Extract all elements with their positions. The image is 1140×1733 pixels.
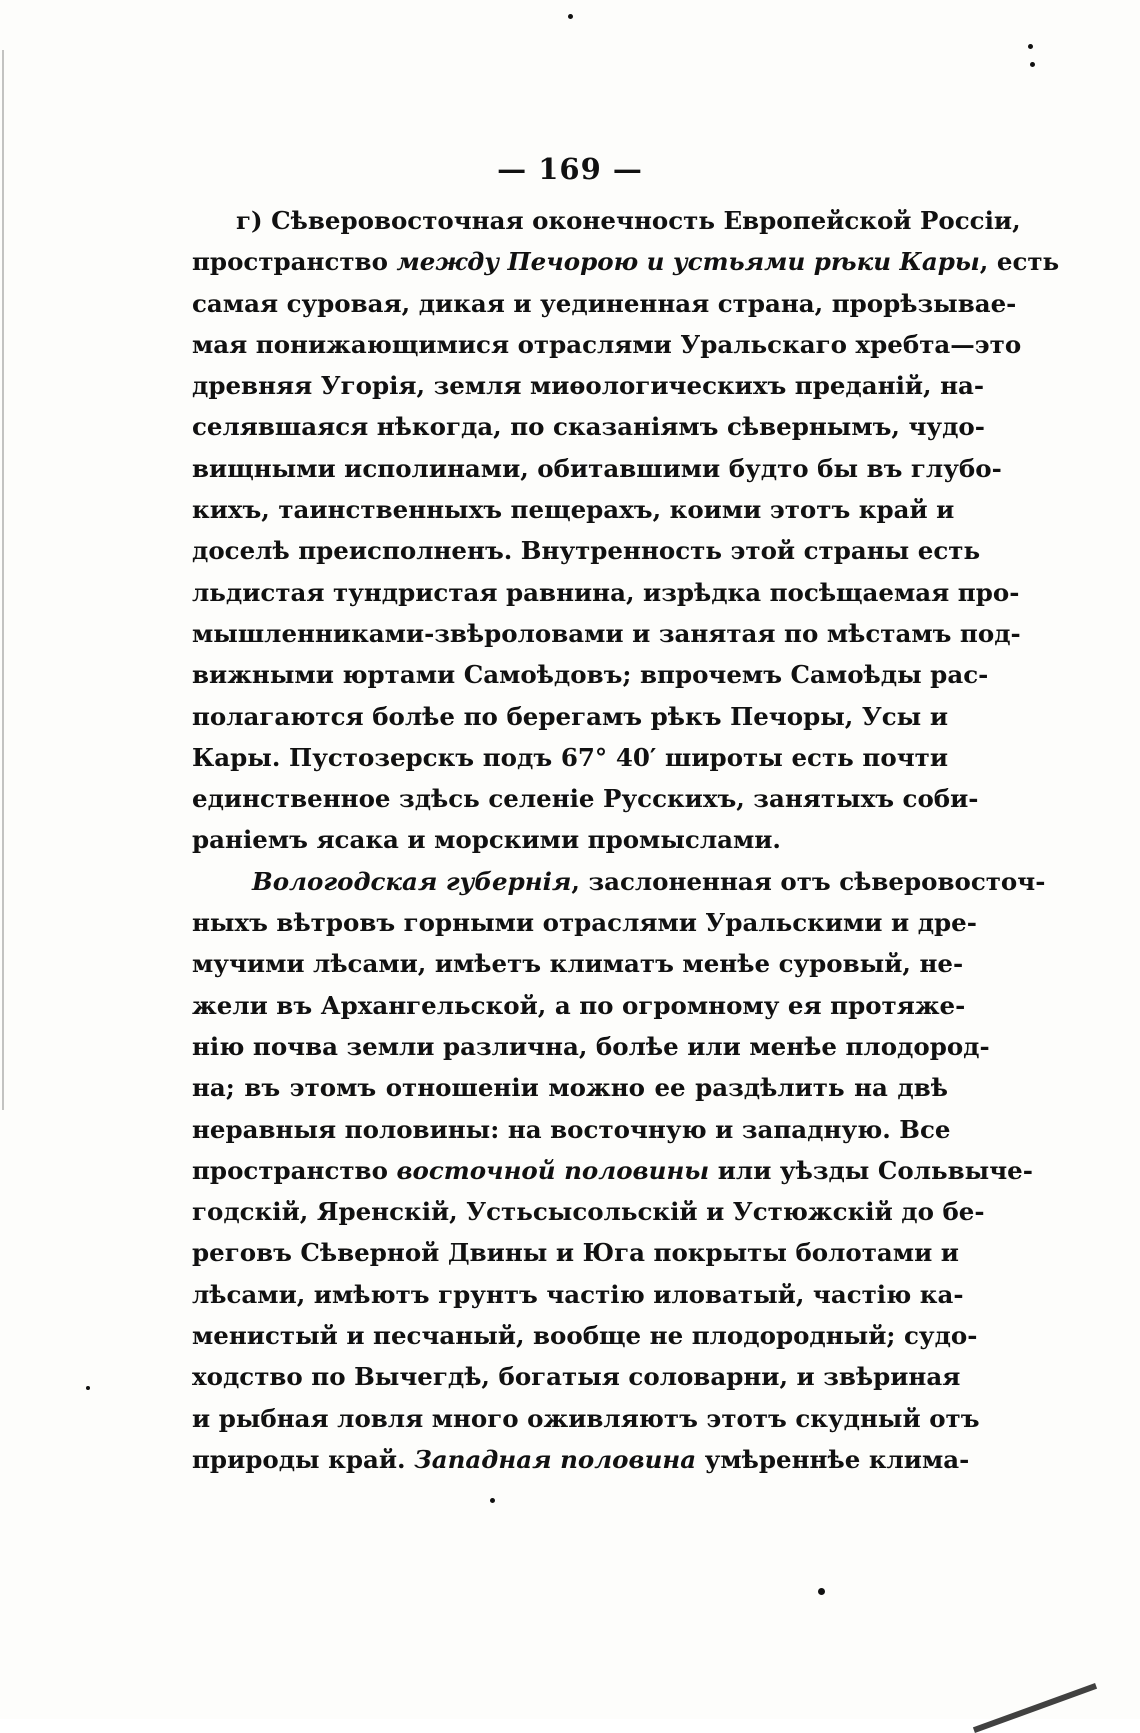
text-line: реговъ Сѣверной Двины и Юга покрыты болотами и bbox=[192, 1238, 959, 1268]
italic-phrase: Вологодская губернія bbox=[252, 866, 572, 896]
text-line: единственное здѣсь селеніе Русскихъ, занятыхъ соби- bbox=[192, 784, 979, 814]
text-line: полагаются болѣе по берегамъ рѣкъ Печоры, Усы и bbox=[192, 701, 948, 731]
text-line: мая понижающимися отраслями Уральскаго хребта—это bbox=[192, 329, 1022, 359]
text-line: доселѣ преисполненъ. Внутренность этой страны есть bbox=[192, 536, 981, 566]
scan-speck bbox=[818, 1588, 825, 1595]
text-line: вищными исполинами, обитавшими будто бы въ глубо- bbox=[192, 453, 1002, 483]
text-line: мышленниками-звѣроловами и занятая по мѣстамъ под- bbox=[192, 618, 1021, 648]
text-line: Вологодская губернія, заслоненная отъ сѣверовосточ- bbox=[252, 866, 1046, 896]
text-line: самая суровая, дикая и уединенная страна, прорѣзывае- bbox=[192, 288, 1017, 318]
text-line: пространство восточной половины или уѣзды Сольвыче- bbox=[192, 1155, 1033, 1185]
paragraph bbox=[192, 861, 1046, 1480]
text-line: селявшаяся нѣкогда, по сказаніямъ сѣвернымъ, чудо- bbox=[192, 412, 985, 442]
page-edge-shadow bbox=[2, 50, 4, 1110]
text-line: менистый и песчаный, вообще не плодородный; судо- bbox=[192, 1321, 978, 1351]
text-line: ходство по Вычегдѣ, богатыя соловарни, и звѣриная bbox=[192, 1362, 961, 1392]
text-line: г) Сѣверовосточная оконечность Европейской Россіи, bbox=[236, 206, 1021, 235]
italic-phrase: восточной половины bbox=[396, 1155, 710, 1185]
text-line: древняя Угорія, земля миѳологическихъ преданій, на- bbox=[192, 371, 985, 401]
italic-phrase: между Печорою и устьями рѣки Кары bbox=[396, 247, 980, 277]
text-line: жели въ Архангельской, а по огромному ея протяже- bbox=[192, 990, 966, 1020]
text-line: кихъ, таинственныхъ пещерахъ, коими этотъ край и bbox=[192, 495, 955, 525]
text-line: раніемъ ясака и морскими промыслами. bbox=[192, 825, 781, 855]
text-line: мучими лѣсами, имѣетъ климатъ менѣе суровый, не- bbox=[192, 949, 964, 979]
text-line: льдистая тундристая равнина, изрѣдка посѣщаемая про- bbox=[192, 577, 1020, 607]
scan-speck bbox=[490, 1498, 495, 1503]
scan-speck bbox=[1028, 44, 1033, 49]
text-line: на; въ этомъ отношеніи можно ее раздѣлить на двѣ bbox=[192, 1073, 948, 1103]
page-number: — 169 — bbox=[497, 152, 643, 186]
scan-speck bbox=[86, 1386, 90, 1390]
scan-speck bbox=[1030, 62, 1035, 67]
scan-speck bbox=[568, 14, 573, 19]
text-line: годскій, Яренскій, Устьсысольскій и Устюжскій до бе- bbox=[192, 1197, 985, 1227]
text-line: неравныя половины: на восточную и западную. Все bbox=[192, 1114, 951, 1144]
text-line: Кары. Пустозерскъ подъ 67° 40′ широты есть почти bbox=[192, 742, 948, 772]
text-line: природы край. Западная половина умѣреннѣе клима- bbox=[192, 1444, 970, 1474]
body-text bbox=[192, 200, 1060, 1480]
text-line: пространство между Печорою и устьями рѣки Кары, есть bbox=[192, 247, 1060, 277]
text-line: нію почва земли различна, болѣе или менѣе плодород- bbox=[192, 1031, 990, 1061]
paragraph bbox=[192, 200, 1060, 861]
text-line: вижными юртами Самоѣдовъ; впрочемъ Самоѣды рас- bbox=[192, 660, 989, 690]
text-line: лѣсами, имѣютъ грунтъ частію иловатый, частію ка- bbox=[192, 1279, 964, 1309]
scan-edge-mark bbox=[973, 1683, 1097, 1733]
italic-phrase: Западная половина bbox=[414, 1444, 697, 1474]
text-line: и рыбная ловля много оживляютъ этотъ скудный отъ bbox=[192, 1403, 980, 1433]
text-line: ныхъ вѣтровъ горными отраслями Уральскими и дре- bbox=[192, 908, 977, 938]
